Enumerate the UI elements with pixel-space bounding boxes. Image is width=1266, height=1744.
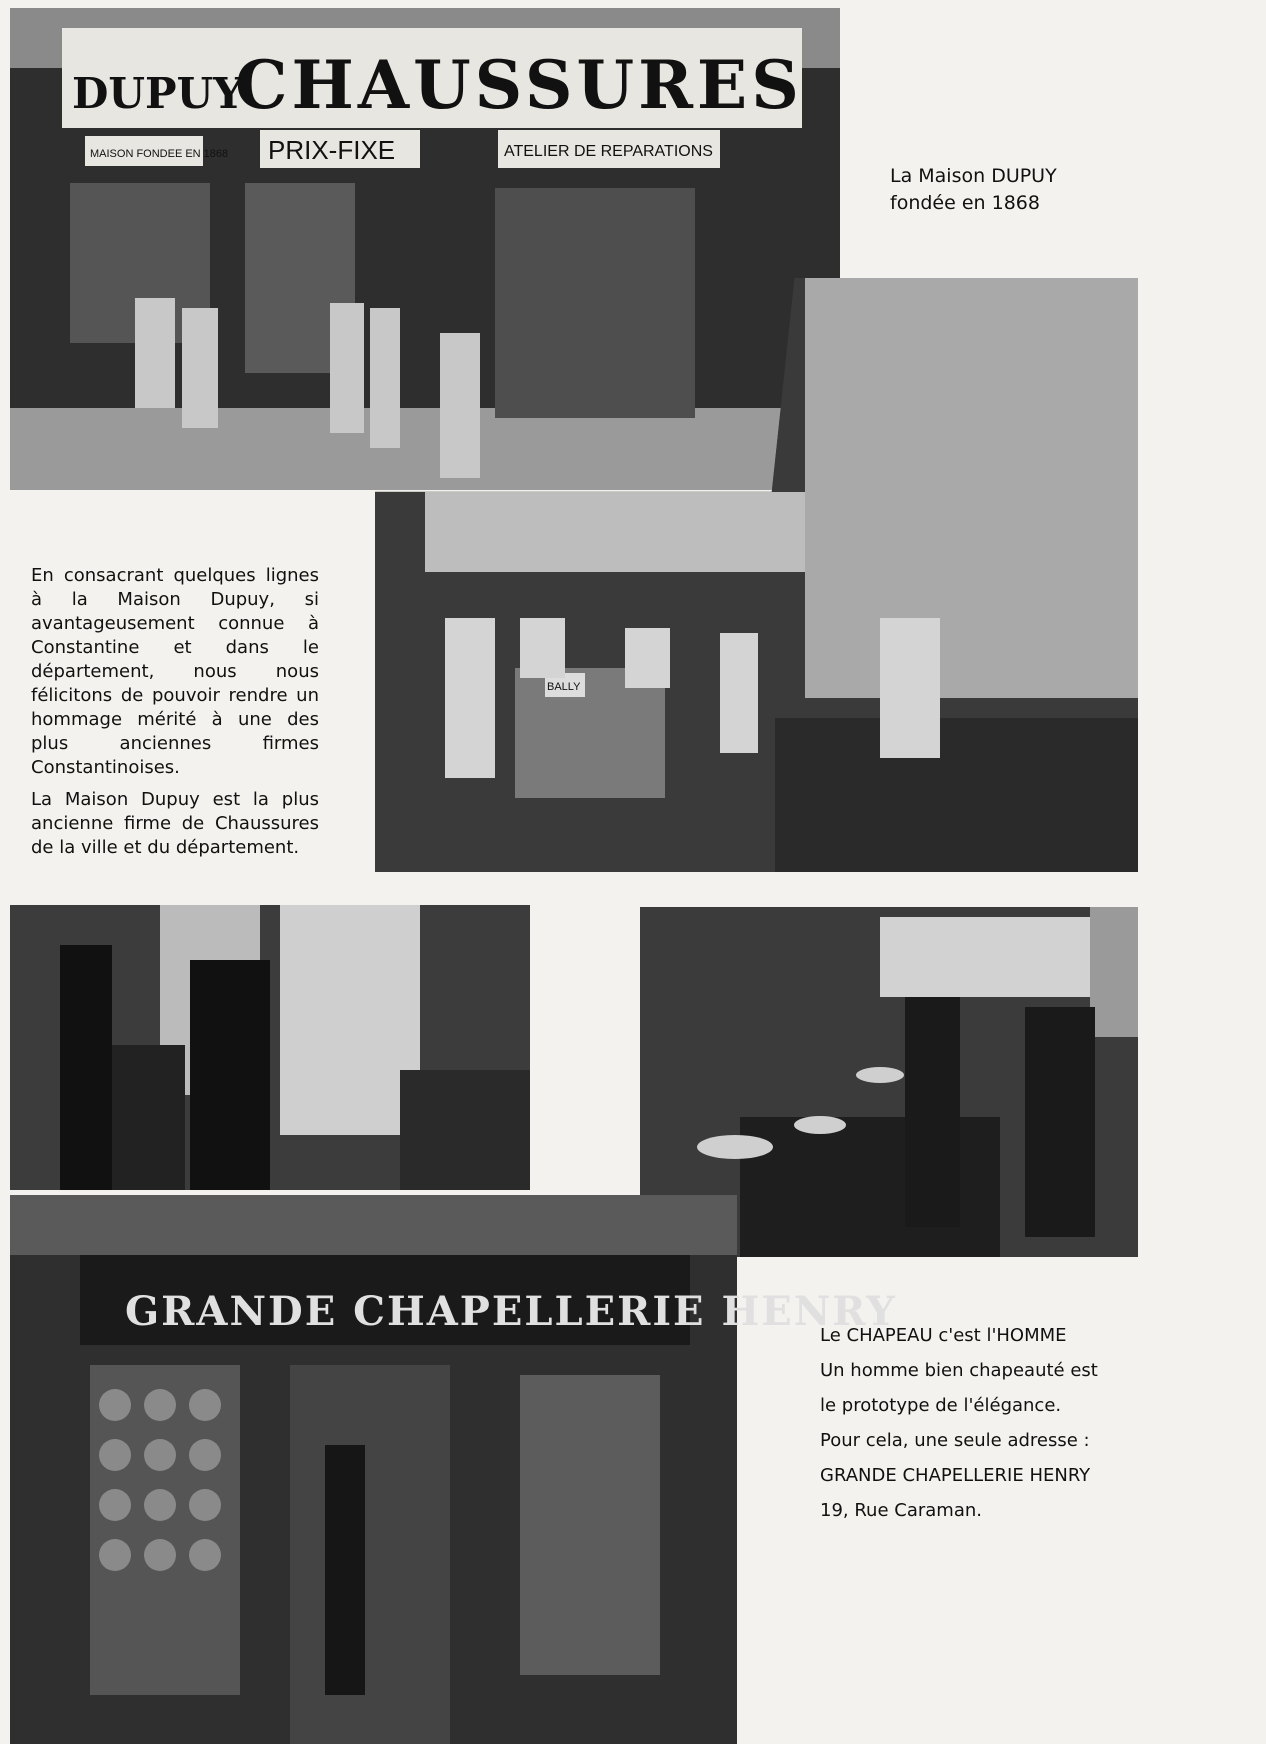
long-counter <box>775 718 1138 872</box>
henry-shopkeeper <box>325 1445 365 1695</box>
sign-price: PRIX-FIXE <box>268 135 396 165</box>
henry-line4: Pour cela, une seule adresse : <box>820 1430 1090 1451</box>
sign-dupuy: DUPUY <box>72 69 244 118</box>
sign-chaussures: CHAUSSURES <box>235 46 803 124</box>
henry-window-right <box>520 1375 660 1675</box>
henry-entrance <box>290 1365 450 1744</box>
cash-desk <box>105 1045 185 1190</box>
shoebox-shelves <box>425 492 805 572</box>
henry-line1: Le CHAPEAU c'est l'HOMME <box>820 1325 1067 1346</box>
sign-repairs: ATELIER DE REPARATIONS <box>504 143 713 160</box>
dupuy-title-line2: fondée en 1868 <box>890 192 1040 214</box>
storefront-illustration <box>10 8 840 490</box>
glass-door <box>280 905 420 1135</box>
photo-henry-storefront <box>10 1195 897 1744</box>
dupuy-title-line1: La Maison DUPUY <box>890 165 1057 187</box>
henry-storefront-illustration <box>10 1195 897 1744</box>
awning <box>10 1195 737 1255</box>
henry-sign: GRANDE CHAPELLERIE HENRY <box>125 1288 897 1335</box>
henry-advert-text <box>820 1318 1106 1528</box>
dupuy-description-para1: En consacrant quelques lignes à la Maison Dupuy, si avantageusement connue à Constantine et dans le département, nous nous félicitons de pouvoir rendre un hommage mérité à une des plus anciennes firmes Constantinoises. <box>31 565 319 778</box>
henry-line6: 19, Rue Caraman. <box>820 1500 982 1521</box>
dupuy-description <box>31 564 319 860</box>
shoebox-wall <box>805 278 1138 698</box>
shop-window-right <box>495 188 695 418</box>
dupuy-founding-caption <box>890 163 1150 217</box>
display-table <box>740 1117 1000 1257</box>
henry-line3: le prototype de l'élégance. <box>820 1395 1062 1416</box>
henry-counter-illustration <box>10 905 530 1190</box>
counter-sign: BALLY <box>547 681 581 693</box>
shelf-light <box>880 917 1090 997</box>
photo-dupuy-storefront <box>10 8 840 490</box>
photo-henry-interior-counter <box>10 905 530 1190</box>
henry-line5: GRANDE CHAPELLERIE HENRY <box>820 1465 1091 1486</box>
sign-founded: MAISON FONDEE EN 1868 <box>90 148 229 160</box>
dupuy-description-para2: La Maison Dupuy est la plus ancienne firme de Chaussures de la ville et du département. <box>31 789 319 858</box>
hat-display-counter <box>400 1070 530 1190</box>
henry-line2: Un homme bien chapeauté est <box>820 1360 1098 1381</box>
